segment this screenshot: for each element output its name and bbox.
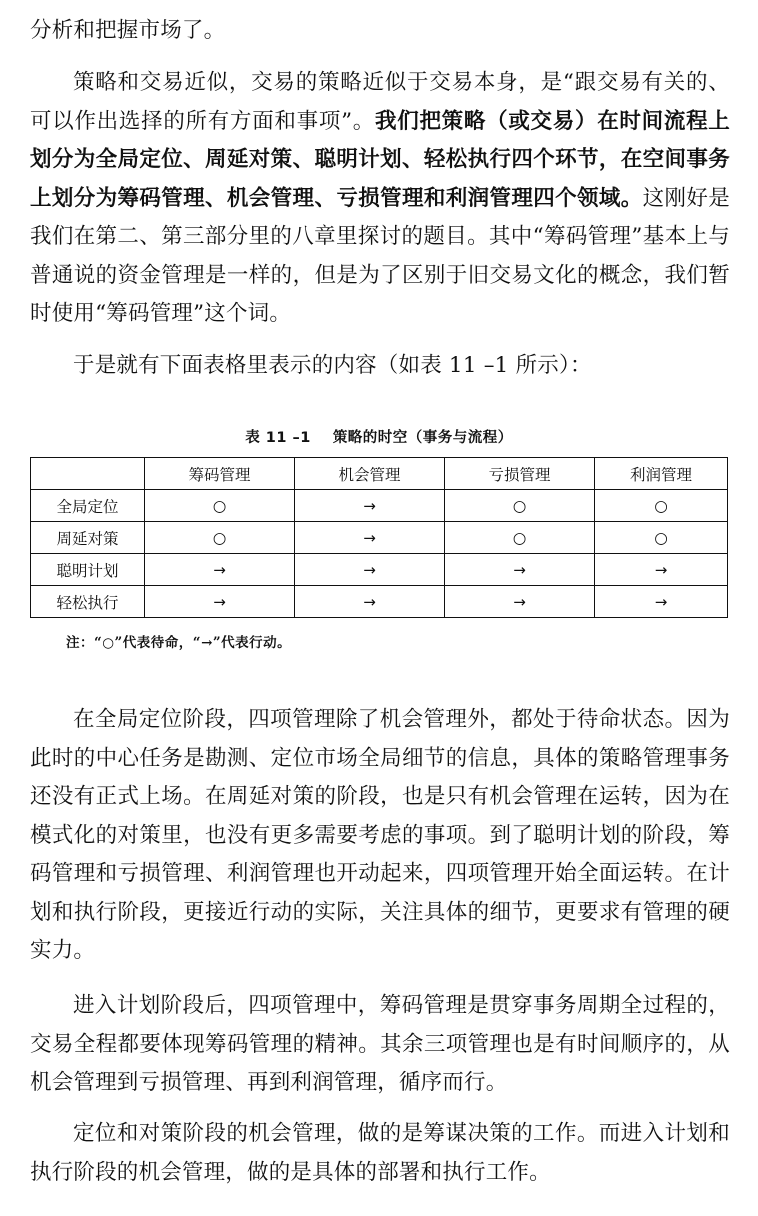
column-header: 筹码管理 [145,458,295,490]
table-cell: → [145,554,295,586]
table-cell: ○ [595,490,728,522]
table-cell: → [445,554,595,586]
column-header: 利润管理 [595,458,728,490]
column-header: 机会管理 [295,458,445,490]
paragraph-4: 在全局定位阶段，四项管理除了机会管理外，都处于待命状态。因为此时的中心任务是勘测、定位市场全局细节的信息，具体的策略管理事务还没有正式上场。在周延对策的阶段，也是只有机会管理在运转，因为在模式化的对策里，也没有更多需要考虑的事项。到了聪明计划的阶段，筹码管理和亏损管理、利润管理也开动起来，四项管理开始全面运转。在计划和执行阶段，更接近行动的实际，关注具体的细节，更要求有管理的硬实力。 [30,707,730,963]
paragraph-2 [30,64,730,334]
table-caption [0,426,758,447]
table-caption-title: 策略的时空（事务与流程） [332,430,513,446]
table-cell: ○ [145,490,295,522]
table-row [31,490,728,522]
table-cell: ○ [445,490,595,522]
table-row [31,554,728,586]
strategy-table [30,457,728,618]
table-cell: ○ [595,522,728,554]
row-header: 全局定位 [31,490,145,522]
column-header: 亏损管理 [445,458,595,490]
table-row [31,586,728,618]
table-cell: → [295,586,445,618]
table-corner-cell [31,458,145,490]
paragraph-1: 分析和把握市场了。 [30,18,226,43]
table-row [31,522,728,554]
table-header-row [31,458,728,490]
paragraph-2-bold-text: 我们把策略（或交易）在时间流程上划分为全局定位、周延对策、聪明计划、轻松执行四个环节，在空间事务上划分为筹码管理、机会管理、亏损管理和利润管理四个领域。 [30,108,730,211]
table-cell: → [145,586,295,618]
table-cell: ○ [445,522,595,554]
table-cell: → [595,554,728,586]
paragraph-5: 进入计划阶段后，四项管理中，筹码管理是贯穿事务周期全过程的，交易全程都要体现筹码管理的精神。其余三项管理也是有时间顺序的，从机会管理到亏损管理、再到利润管理，循序而行。 [30,993,730,1095]
row-header: 轻松执行 [31,586,145,618]
table-cell: → [295,490,445,522]
table-cell: → [295,522,445,554]
paragraph-2-text: 策略和交易近似，交易的策略近似于交易本身，是“跟交易有关的、可以作出选择的所有方面和事项”。 [30,70,730,134]
table-caption-number: 表 11 –1 [245,430,311,446]
table-cell: → [295,554,445,586]
paragraph-6: 定位和对策阶段的机会管理，做的是筹谋决策的工作。而进入计划和执行阶段的机会管理，做的是具体的部署和执行工作。 [30,1121,730,1185]
paragraph-3: 于是就有下面表格里表示的内容（如表 11 –1 所示）： [73,353,592,378]
table-cell: ○ [145,522,295,554]
table-note: 注：“○”代表待命，“→”代表行动。 [66,635,292,651]
table-cell: → [445,586,595,618]
paragraph-2-tail-text: 这刚好是我们在第二、第三部分里的八章里探讨的题目。其中“筹码管理”基本上与普通说的资金管理是一样的，但是为了区别于旧交易文化的概念，我们暂时使用“筹码管理”这个词。 [30,185,730,326]
row-header: 周延对策 [31,522,145,554]
row-header: 聪明计划 [31,554,145,586]
table-cell: → [595,586,728,618]
